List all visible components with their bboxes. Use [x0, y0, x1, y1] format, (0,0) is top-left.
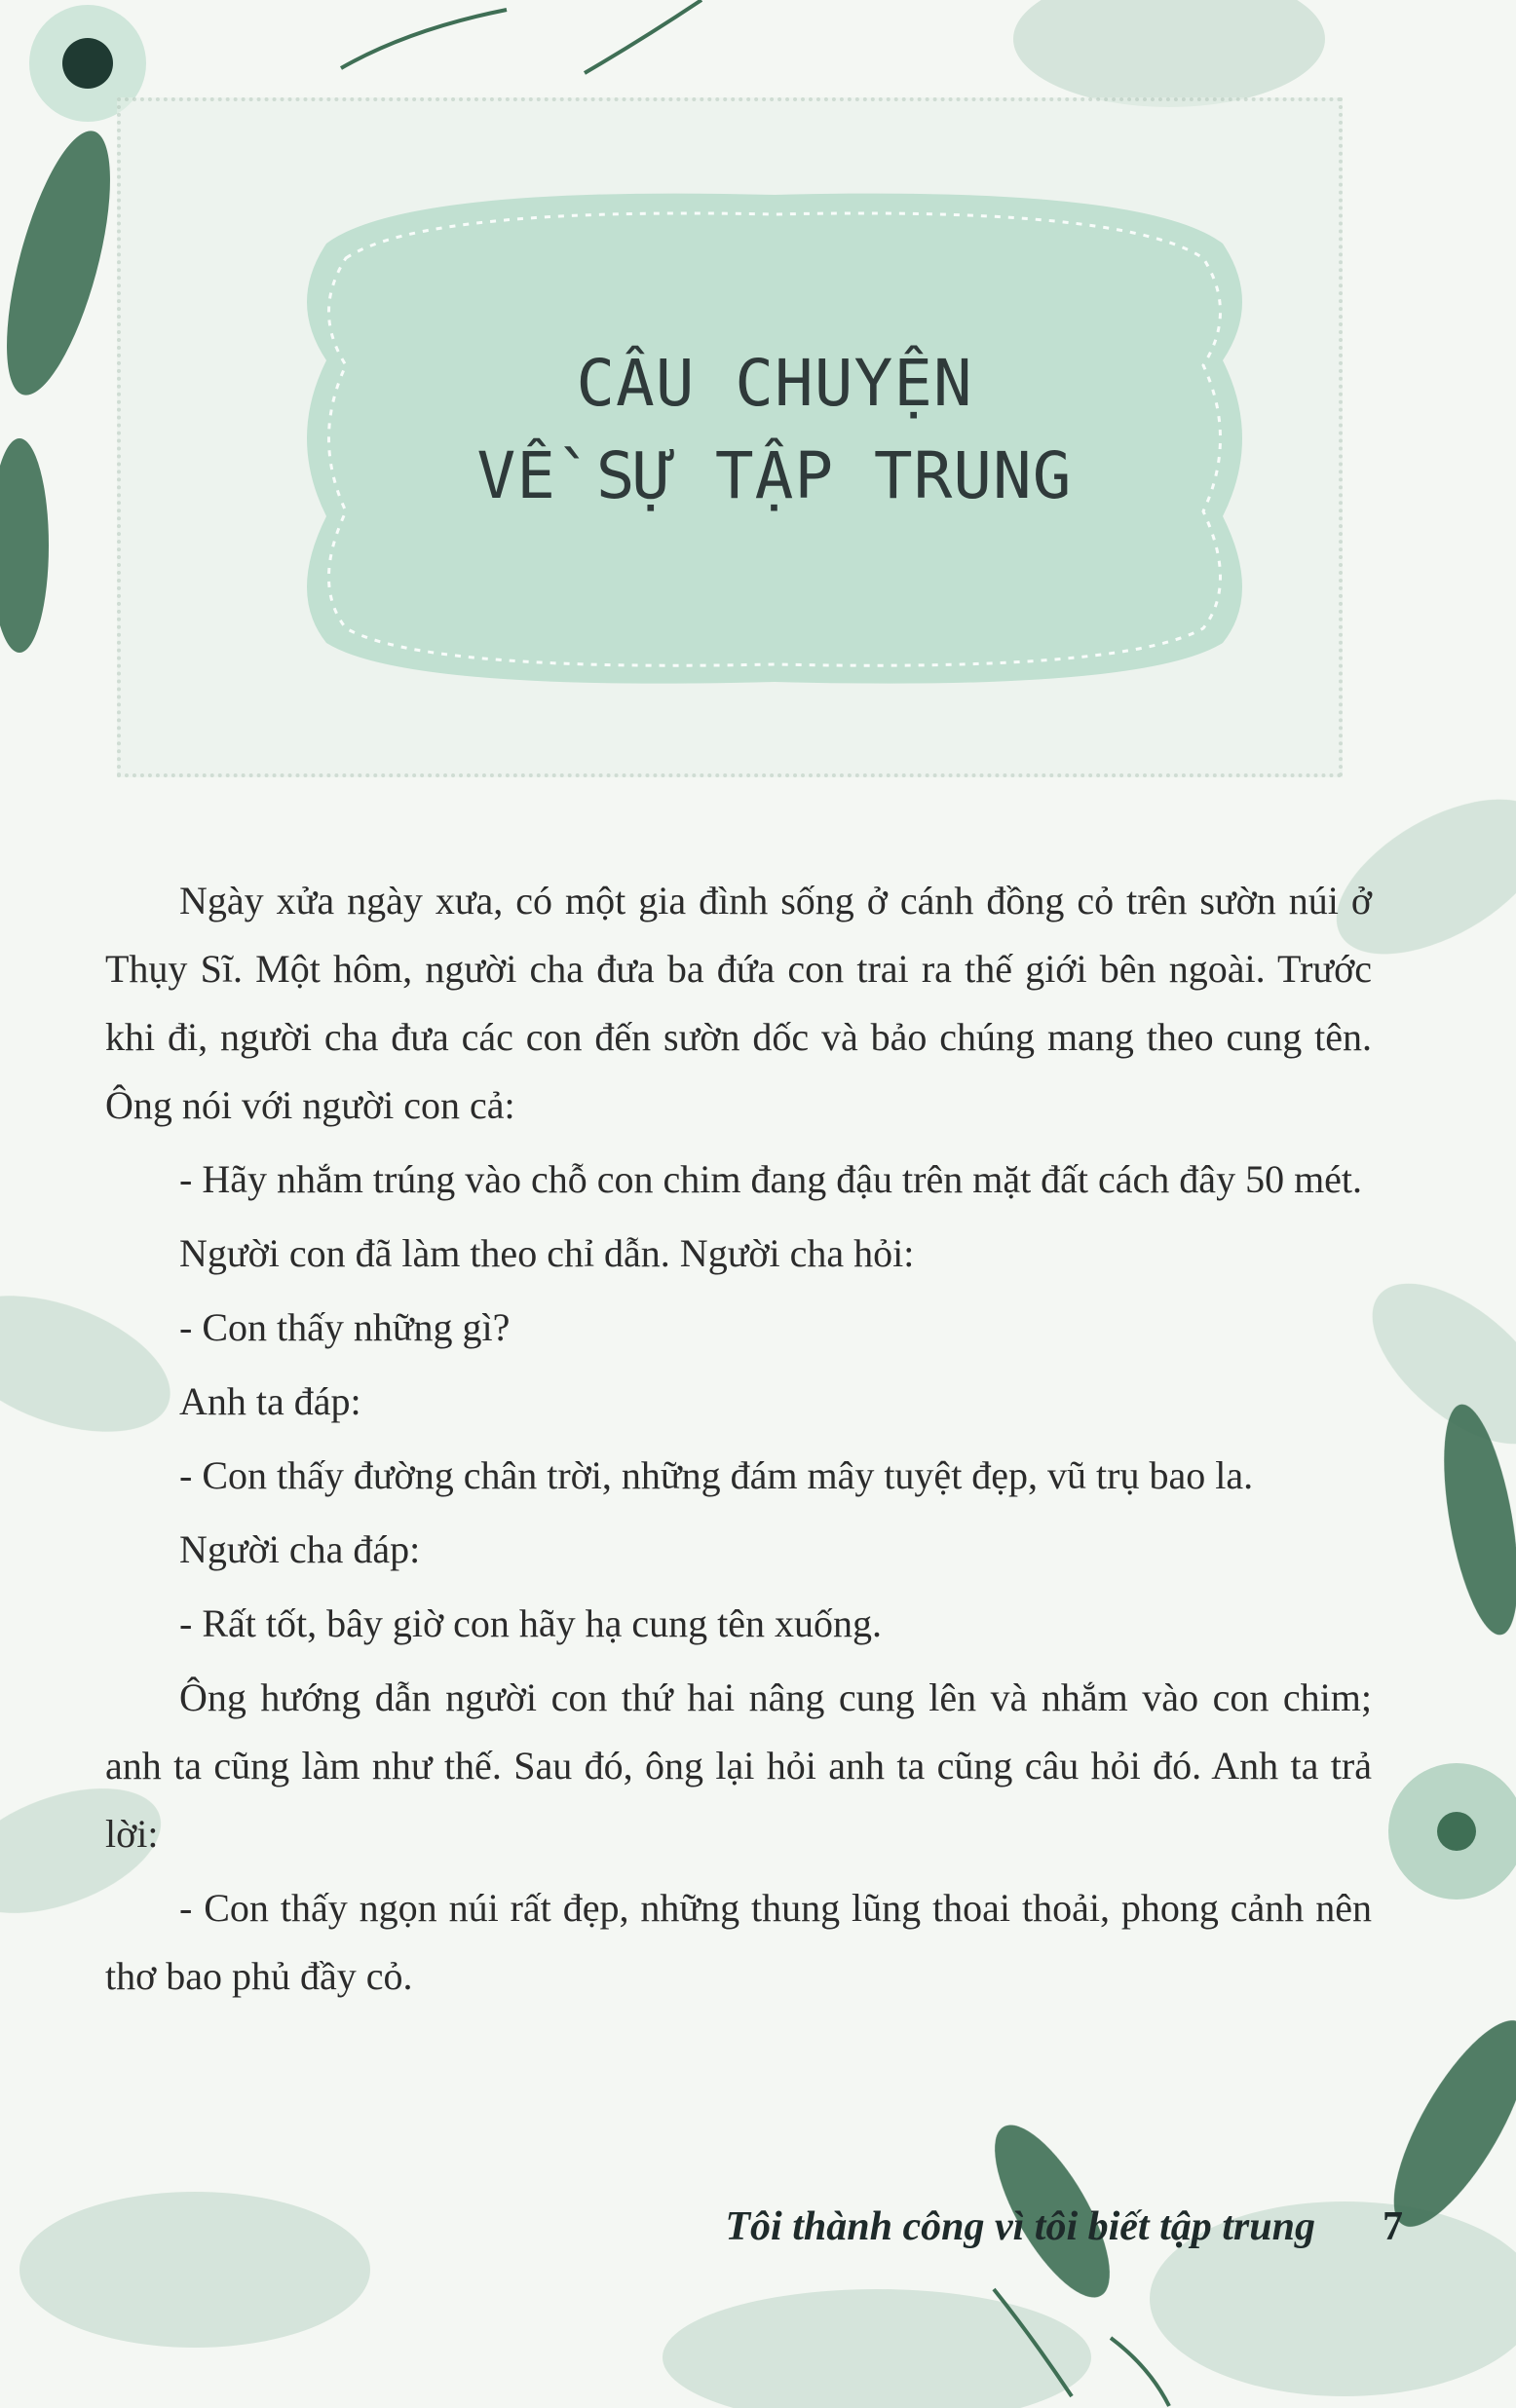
paragraph: - Hãy nhắm trúng vào chỗ con chim đang đậu trên mặt đất cách đây 50 mét. — [179, 1157, 1363, 1201]
paragraph: Ngày xửa ngày xưa, có một gia đình sống ở cánh đồng cỏ trên sườn núi ở Thụy Sĩ. Một hôm, người cha đưa ba đứa con trai ra thế giới bên ngoài. Trước khi đi, người cha đưa các con đến sườn dốc và bảo chúng mang theo cung tên. Ông nói với người con cả: — [105, 879, 1372, 1127]
paragraph: - Rất tốt, bây giờ con hãy hạ cung tên xuống. — [179, 1601, 882, 1645]
page-number: 7 — [1383, 2204, 1403, 2249]
running-book-title: Tôi thành công vì tôi biết tập trung — [725, 2204, 1315, 2249]
paragraph: Người cha đáp: — [179, 1527, 421, 1571]
chapter-title-line1: CÂU CHUYỆN — [576, 346, 973, 421]
paragraph: - Con thấy đường chân trời, những đám mây tuyệt đẹp, vũ trụ bao la. — [179, 1453, 1254, 1497]
paragraph: Ông hướng dẫn người con thứ hai nâng cung lên và nhắm vào con chim; anh ta cũng làm như thế. Sau đó, ông lại hỏi anh ta cũng câu hỏi đó. Anh ta trả lời: — [105, 1675, 1372, 1856]
chapter-title-line2: VỀ SỰ TẬP TRUNG — [476, 438, 1073, 513]
paragraph: - Con thấy ngọn núi rất đẹp, những thung lũng thoai thoải, phong cảnh nên thơ bao phủ đầy cỏ. — [105, 1886, 1372, 1998]
paragraph: - Con thấy những gì? — [179, 1305, 511, 1349]
chapter-title-frame — [287, 185, 1262, 692]
story-body — [105, 867, 1372, 2016]
page-footer — [643, 2203, 1422, 2262]
paragraph: Người con đã làm theo chỉ dẫn. Người cha hỏi: — [179, 1231, 915, 1275]
paragraph: Anh ta đáp: — [179, 1379, 361, 1423]
